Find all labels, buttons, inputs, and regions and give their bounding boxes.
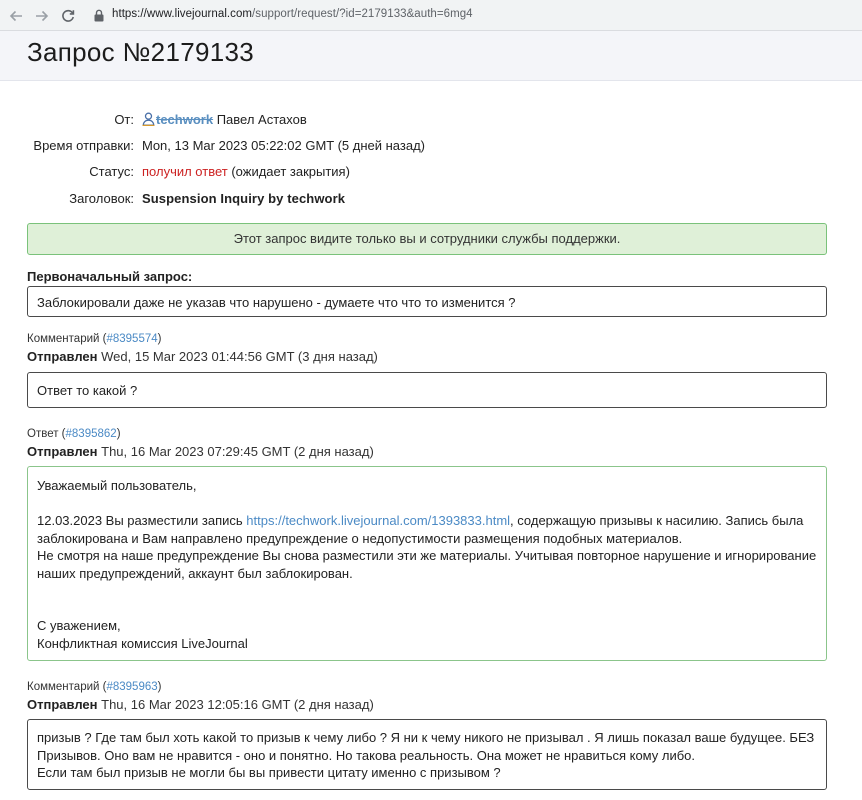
status-row (0, 164, 862, 184)
comment-sent (27, 697, 374, 712)
comment-ref-link[interactable]: #8395963 (106, 681, 158, 693)
comment-kind: Комментарий (27, 681, 100, 693)
user-icon[interactable] (142, 112, 155, 126)
answer-kind: Ответ (27, 428, 59, 440)
subject-row (0, 191, 862, 211)
status-note: (ожидает закрытия) (231, 164, 350, 179)
answer-box (27, 466, 827, 661)
from-row (0, 112, 862, 132)
sent-value: Wed, 15 Mar 2023 01:44:56 GMT (3 дня назад) (101, 349, 378, 364)
url-path: /support/request/?id=2179133&auth=6mg4 (252, 8, 473, 20)
answer-paragraph-2: Не смотря на наше предупреждение Вы снова разместили эти же материалы. Учитывая повторное нарушение и игнорирование наших предупреждений, аккаунт был заблокирован. (37, 548, 817, 581)
subject-label: Заголовок: (69, 191, 134, 206)
lock-icon[interactable] (93, 9, 105, 22)
comment-header: Комментарий (#8395574) (27, 333, 162, 345)
forward-arrow-icon[interactable] (33, 7, 51, 25)
sent-label: Отправлен (27, 349, 98, 364)
from-name: Павел Астахов (216, 112, 307, 127)
sent-value: Thu, 16 Mar 2023 12:05:16 GMT (2 дня назад) (101, 697, 374, 712)
address-bar[interactable] (112, 8, 473, 20)
from-label: От: (114, 112, 134, 127)
comment-kind: Комментарий (27, 333, 100, 345)
url-host: https://www.livejournal.com (112, 8, 253, 20)
sent-time-value: Mon, 13 Mar 2023 05:22:02 GMT (5 дней назад) (142, 138, 425, 153)
status-badge: получил ответ (142, 164, 228, 179)
original-request-label: Первоначальный запрос: (27, 269, 193, 284)
comment-header: Комментарий (#8395963) (27, 681, 162, 693)
answer-header: Ответ (#8395862) (27, 428, 121, 440)
answer-sent (27, 444, 374, 459)
answer-paragraph-1: 12.03.2023 Вы разместили запись https://techwork.livejournal.com/1393833.html, содержащую призывы к насилию. Запись была заблокирована и Вам направлено предупреждение о недопустимости размещения подобных материалов. (37, 513, 804, 546)
visibility-notice: Этот запрос видите только вы и сотрудники службы поддержки. (27, 223, 827, 255)
page-header (0, 31, 862, 81)
answer-signoff: С уважением, (37, 618, 121, 633)
status-label: Статус: (89, 164, 134, 179)
comment-sent (27, 349, 378, 364)
answer-signature: Конфликтная комиссия LiveJournal (37, 635, 248, 651)
sent-label: Отправлен (27, 444, 98, 459)
original-request-box: Заблокировали даже не указав что нарушено - думаете что что то изменится ? (27, 286, 827, 317)
subject-value: Suspension Inquiry by techwork (142, 191, 346, 206)
sent-value: Thu, 16 Mar 2023 07:29:45 GMT (2 дня назад) (101, 444, 374, 459)
reload-icon[interactable] (59, 7, 77, 25)
answer-ref-link[interactable]: #8395862 (65, 428, 117, 440)
sent-time-row (0, 138, 862, 158)
answer-greeting: Уважаемый пользователь, (37, 478, 197, 493)
from-value (142, 112, 307, 127)
comment-text: Если там был призыв не могли бы вы привести цитату именно с призывом ? (37, 765, 501, 780)
back-arrow-icon[interactable] (7, 7, 25, 25)
username-link[interactable]: techwork (156, 112, 214, 127)
comment-box (27, 719, 827, 790)
sent-time-label: Время отправки: (33, 138, 134, 153)
page-title: Запрос №2179133 (27, 37, 254, 67)
post-link[interactable]: https://techwork.livejournal.com/1393833.html (246, 513, 511, 528)
comment-box: Ответ то какой ? (27, 372, 827, 408)
browser-toolbar (0, 0, 862, 31)
comment-text: призыв ? Где там был хоть какой то призыв к чему либо ? Я ни к чему никого не призывал . Я лишь показал ваше будущее. БЕЗ Призывов. Оно вам не нравится - оно и понятно. Но такова реальность. Она может не нравиться кому либо. (37, 730, 815, 763)
sent-label: Отправлен (27, 697, 98, 712)
comment-ref-link[interactable]: #8395574 (106, 333, 158, 345)
status-value (142, 164, 350, 179)
